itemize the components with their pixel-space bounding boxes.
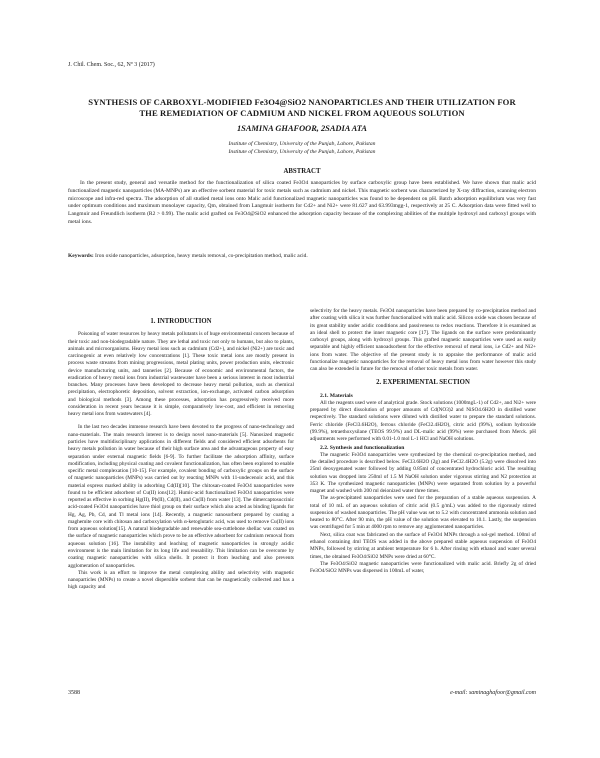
materials-paragraph: All the reagents used were of analytical grade. Stock solutions (1000mgL-1) of Cd2+, and Ni2+ were prepared by direct dissolution of proper amounts of Cd(NO3)2 and NiSO4.6H2O in distilled water respectively. The standard solutions were diluted with distilled water to prepare the standard solutions. Ferric chloride (FeCl3.6H2O), ferrous chloride (FeCl2.4H2O), citric acid (99%), sodium hydroxide (99.9%), tetraethoxysilane (TEOS 99.9%) and DL-malic acid (99%) were purchased from Merck. pH adjustments were performed with 0.01-1.0 mol L-1 HCl and NaOH solutions. <box>310 399 536 443</box>
synthesis-paragraph-2: The as-precipitated nanoparticles were used for the preparation of a stable aqueous suspension. A total of 10 mL of an aqueous solution of citric acid (0.5 g/mL) was added to the rigorously stirred suspension of washed nanoparticles. The pH value was set to 5.2 with concentrated ammonia solution and heated to 80°C. After 90 min, the pH value of the solution was elevated to 10.1. Lastly, the suspension was centrifuged for 5 min at 4000 rpm to remove any agglomerated nanoparticles. <box>310 495 536 531</box>
synthesis-paragraph-3: Next, silica coat was fabricated on the surface of Fe3O4 MNPs through a sol-gel method. 100ml of ethanol containing 4ml TEOS was added in the above prepared stable aqueous suspension of Fe3O4 MNPs, followed by stirring at ambient temperature for 6 h. After rinsing with ethanol and water several times, the obtained Fe3O4/SiO2 MNPs were dried at 60°C. <box>310 531 536 560</box>
synthesis-paragraph-1: The magnetic Fe3O4 nanoparticles were synthesized by the chemical co-precipitation method, and the detailed procedure is described below. FeCl3.6H2O (2g) and FeCl2.4H2O (5.2g) were dissolved into 25ml deoxygenated water followed by adding 0.85ml of concentrated hydrochloric acid. The resulting solution was dropped into 250ml of 1.5 M NaOH solution under vigorous stirring and N2 protection at 353 K. The synthesized magnetic nanoparticles (MNPs) were separated from solution by a powerful magnet and washed with 200 ml deionized water three times. <box>310 451 536 495</box>
keywords-text: Iron oxide nanoparticles, adsorption, heavy metals removal, co-precipitation method, malic acid. <box>93 253 308 259</box>
synthesis-heading: 2.2. Synthesis and functionalization <box>320 444 405 451</box>
synthesis-paragraph-4: The Fe3O4/SiO2 magnetic nanoparticles were functionalized with malic acid. Briefly 2g of dried Fe3O4/SiO2 MNPs was dispersed in 100mL of water, <box>310 560 536 575</box>
materials-heading: 2.1. Materials <box>320 392 353 399</box>
page-number: 3588 <box>68 690 80 696</box>
right-column <box>310 308 536 575</box>
abstract-text: In the present study, general and versatile method for the functionalization of silica coated Fe3O4 nanoparticles by surface carboxylic group have been established. We have shown that malic acid functionalized magnetic nanoparticles (MA-MNPs) are an effective sorbent material for toxic metals such as cadmium and nickel. This magnetic sorbent was characterized by X-ray diffraction, scanning electron microscope and infra-red spectra. The adsorption of all studied metal ions onto Malic acid functionalized magnetic nanoparticles was found to be dependent on pH. Batch adsorption equilibrium was very fast under optimum conditions and maximum monolayer capacity, Qm, obtained from Langmuir isotherm for Cd2+ and Ni2+ were 81.627 and 63.993mgg-1, respectively at 25 C. Adsorption data were fitted well to Langmuir and Freundlich isotherm (R2 > 0.99). The malic acid grafted on Fe3O4@SiO2 enhanced the adsorption capacity because of the complexing abilities of the multiple hydroxyl and carboxyl groups with metal ions. <box>68 180 536 225</box>
abstract-heading: ABSTRACT <box>283 168 321 175</box>
intro-paragraph-1: Poisoning of water resources by heavy metals pollutants is of huge environmental concern because of their toxic and non-biodegradable nature. They are lethal and toxic not only to humans, but also to plants, animals and microorganisms. Heavy metal ions such as cadmium (Cd2+), and nickel (Ni2+) are toxic and carcinogenic at even relatively low concentrations [1]. These toxic metal ions are mostly present in process waste streams from mining progressions, metal plating units, power production units, electronic device manufacturing units, and tanneries [2]. Because of economic and environmental factors, the eradication of heavy metal ions from industrial wastewater have been a serious interest in most industrial branches. Many processes have been developed to decrease heavy metal pollution, such as chemical precipitation, electrophoretic deposition, solvent extraction, ion-exchange, activated carbon adsorption and biological methods [3]. Among these processes, adsorption has progressively received more consideration in recent years because it is simple, comparatively low-cost, and efficient in removing heavy metal ions from wastewaters [4]. <box>68 331 294 418</box>
author-list: 1SAMINA GHAFOOR, 2SADIA ATA <box>236 124 367 133</box>
introduction-heading: 1. INTRODUCTION <box>150 318 212 325</box>
journal-citation: J. Chil. Chem. Soc., 62, Nº 3 (2017) <box>68 62 155 68</box>
title-line-1: SYNTHESIS OF CARBOXYL-MODIFIED Fe3O4@SiO2 NANOPARTICLES AND THEIR UTILIZATION FOR <box>88 97 516 107</box>
intro-continuation: selectivity for the heavy metals. Fe3O4 nanoparticles have been prepared by co-precipitation method and after coating with silica it was further functionalized with malic acid. Silicon oxide was chosen because of its great stability under acidic conditions and passiveness to redox reactions. Therefore it is examined as an ideal shell to protect the inner magnetic core [17]. The ligands on the surface were predominantly carboxyl groups, along with hydroxyl groups. This grafted magnetic nanoparticles were used as easily separable and highly efficient nanoadsorbent for the effective removal of metal ions, i.e Cd2+ and Ni2+ ions from water. The objective of the present study is to appraise the performance of malic acid functionalize magnetic nanoparticles for the removal of heavy metal ions from water however this study can also be extended in future for the removal of other toxic metals from water. <box>310 308 536 373</box>
affiliation-1: Institute of Chemistry, University of the Punjab, Lahore, Pakistan <box>228 141 376 147</box>
intro-paragraph-2: In the last two decades immense research have been devoted to the progress of nano-technology and nano-materials. The main research interest is to design novel nano-materials [5]. Nanosized magnetic particles have multidisciplinary applications in different fields and considered efficient adsorbents for heavy metals pollution in water because of their high surface area and the advantageous property of easy separation under external magnetic fields [6-9]. To further facilitate the adsorption affinity, surface modification, including physical coating and covalent functionalization, has often been explored to enable specific metal complexation [10-15]. For example, covalent bonding of carboxylic groups on the surface of magnetic nanoparticles (MNPs) was carried out by reacting MNPs with 11-undecenoic acid, and this material express marked ability in adsorbing Cd(II)[10]. The chitosan-coated Fe3O4 nanoparticles were found to be efficient adsorbent of Cu(II) ions[12]. Humic-acid functionalized Fe3O4 nanoparticles were reported as effective in sorbing Hg(II), Pb(II), Cd(II), and Cu(II) from water [13]. The dimercaptosuccinic acid-coated Fe3O4 nanoparticles have thiol group on their surface which also acted as binding ligands for Hg, Ag, Pb, Cd, and Tl metal ions [14]. Recently, a magnetic nanosorbent prepared by coating a maghemite core with chitosan and carboxylation with α-ketoglutaric acid, was used to remove Cu(II) ions from aqueous solution[15]. A natural biodegradable and renewable sea-cuttlebone shellac was coated on the surface of magnetic nanoparticles which prove to be an effective adsorbent for cadmium removal from aqueous solution [16]. The instability and leaching of magnetic nanoparticles in strongly acidic environment is the main limitation for its long life and reusability. This limitation can be overcome by coating magnetic nanoparticles with silica shells. It protect it from leaching and also prevents agglomeration of nanoparticles. <box>68 424 294 569</box>
title-line-2: THE REMEDIATION OF CADMIUM AND NICKEL FROM AQUEOUS SOLUTION <box>139 107 465 118</box>
affiliation-2: Institute of Chemistry, University of the Punjab, Lahore, Pakistan <box>228 149 376 155</box>
keywords <box>68 253 536 261</box>
keywords-label: Keywords: <box>68 253 94 259</box>
left-column <box>68 318 294 592</box>
experimental-heading: 2. EXPERIMENTAL SECTION <box>376 379 470 387</box>
author-email: e-mail: saminaghafoor@gmail.com <box>450 690 536 696</box>
paper-title <box>68 97 536 118</box>
intro-paragraph-3: This work is an effort to improve the metal complexing ability and selectivity with magnetic nanoparticles (MNPs) to create a novel dispersible sorbent that can be magnetically collected and has a high capacity and <box>68 569 294 591</box>
